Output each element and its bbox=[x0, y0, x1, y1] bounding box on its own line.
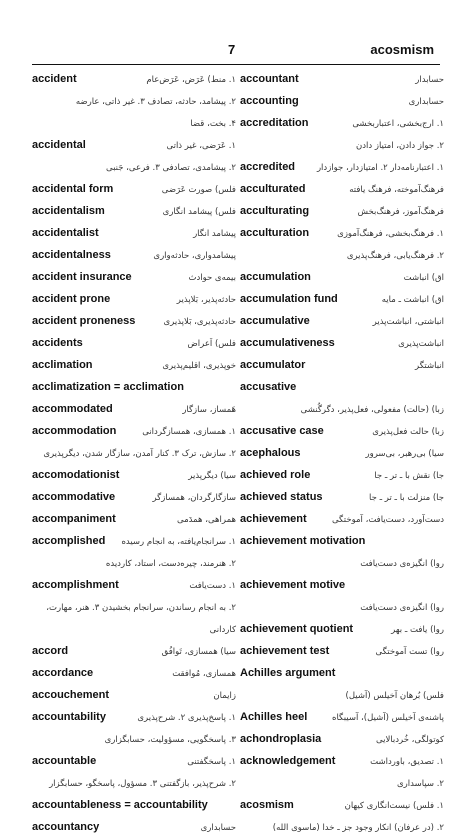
entry-translation: جا) نقش با ـ تر ـ جا bbox=[374, 471, 444, 481]
header-rule bbox=[32, 64, 440, 65]
entry-headword: achievement test bbox=[240, 645, 330, 657]
entry-translation: فلس) بُرهان آخیلس (آشیل) bbox=[345, 691, 444, 701]
entry-translation: سازگارگردان، همسازگر bbox=[152, 493, 236, 503]
entry-headword: accord bbox=[32, 645, 69, 657]
dictionary-entry bbox=[240, 178, 444, 200]
entry-translation: کاردانی bbox=[209, 625, 236, 635]
dictionary-entry bbox=[240, 530, 444, 552]
dictionary-entry bbox=[32, 156, 236, 178]
entry-translation: ۳. پاسخگویی، مسؤولیت، حسابگزاری bbox=[104, 735, 236, 745]
entry-translation: روا) تست آموختگی bbox=[375, 647, 444, 657]
entry-headword: accumulation fund bbox=[240, 293, 338, 305]
dictionary-entry bbox=[240, 618, 444, 640]
dictionary-entry bbox=[32, 640, 236, 662]
entry-headword: accounting bbox=[240, 95, 299, 107]
entry-headword: accountableness = accountability bbox=[32, 799, 208, 811]
entry-headword: accusative case bbox=[240, 425, 324, 437]
entry-headword: accidental form bbox=[32, 183, 114, 195]
entry-translation: همراهی، همدَمی bbox=[177, 515, 236, 525]
dictionary-entry bbox=[32, 728, 236, 750]
entry-headword: accordance bbox=[32, 667, 94, 679]
entry-translation: ۲. فرهنگ‌یابی، فرهنگ‌پذیری bbox=[346, 251, 444, 261]
dictionary-entry bbox=[32, 816, 236, 838]
entry-translation: انباشتگر bbox=[415, 361, 444, 371]
dictionary-entry bbox=[32, 266, 236, 288]
entry-headword: accountability bbox=[32, 711, 106, 723]
dictionary-entry bbox=[240, 486, 444, 508]
entry-headword: accumulativeness bbox=[240, 337, 335, 349]
dictionary-entry bbox=[240, 398, 444, 420]
entry-translation: ۲. به انجام رساندن، سرانجام بخشیدن ۳. هنر، مهارت، bbox=[46, 603, 236, 613]
entry-translation: پیشامد انگار bbox=[193, 229, 236, 239]
entry-translation: ۱. عَرَضی، غیر ذاتی bbox=[166, 141, 236, 151]
entry-translation: ۴. بخت، قضا bbox=[190, 119, 236, 129]
entry-translation: سیا) دیگرپذیر bbox=[188, 471, 236, 481]
entry-headword: accomplished bbox=[32, 535, 106, 547]
entry-headword: accomplishment bbox=[32, 579, 119, 591]
dictionary-entry bbox=[32, 662, 236, 684]
entry-headword: Achilles heel bbox=[240, 711, 308, 723]
entry-headword: accidentalist bbox=[32, 227, 99, 239]
entry-translation: پاشنه‌ی آخیلس (آشیل)، آسیبگاه bbox=[331, 713, 444, 723]
dictionary-entry bbox=[32, 442, 236, 464]
dictionary-entry bbox=[240, 310, 444, 332]
entry-headword: acosmism bbox=[240, 799, 294, 811]
dictionary-entry bbox=[240, 222, 444, 244]
entry-headword: acknowledgement bbox=[240, 755, 336, 767]
entry-headword: accumulator bbox=[240, 359, 306, 371]
dictionary-entry bbox=[240, 420, 444, 442]
entry-translation: ۱. فلس) نیست‌انگاری کیهان bbox=[344, 801, 444, 811]
dictionary-entry bbox=[240, 134, 444, 156]
dictionary-entry bbox=[240, 684, 444, 706]
entry-translation: فرهنگ‌آموز، فرهنگ‌بخش bbox=[357, 207, 444, 217]
guide-word: acosmism bbox=[370, 42, 434, 57]
dictionary-entry bbox=[32, 200, 236, 222]
entry-headword: accommodation bbox=[32, 425, 117, 437]
entry-headword: achieved status bbox=[240, 491, 323, 503]
dictionary-entry bbox=[240, 354, 444, 376]
entry-headword: accident proneness bbox=[32, 315, 136, 327]
entry-headword: accusative bbox=[240, 381, 297, 393]
entry-translation: ۱. ارج‌بخشی، اعتباربخشی bbox=[352, 119, 444, 129]
entry-translation: روا) انگیزه‌ی دست‌یافت bbox=[360, 559, 444, 569]
entry-headword: accomodationist bbox=[32, 469, 120, 481]
dictionary-entry bbox=[240, 90, 444, 112]
dictionary-entry bbox=[32, 508, 236, 530]
dictionary-entry bbox=[32, 112, 236, 134]
entry-translation: حسابدار bbox=[415, 75, 444, 85]
entry-translation: ۲. جواز دادن، امتیاز دادن bbox=[355, 141, 444, 151]
entry-headword: achievement motivation bbox=[240, 535, 366, 547]
dictionary-entry bbox=[240, 156, 444, 178]
entry-headword: accouchement bbox=[32, 689, 110, 701]
dictionary-entry bbox=[32, 486, 236, 508]
dictionary-entry bbox=[32, 178, 236, 200]
dictionary-entry bbox=[240, 750, 444, 772]
entry-translation: ۱. همسازی، همسازگردانی bbox=[142, 427, 236, 437]
dictionary-entry bbox=[240, 266, 444, 288]
entry-translation: دست‌آورد، دست‌یافت، آموختگی bbox=[331, 515, 444, 525]
dictionary-entry bbox=[240, 376, 444, 398]
dictionary-entry bbox=[240, 772, 444, 794]
entry-headword: achondroplasia bbox=[240, 733, 322, 745]
entry-headword: acculturation bbox=[240, 227, 310, 239]
entry-headword: accumulation bbox=[240, 271, 311, 283]
entry-headword: accreditation bbox=[240, 117, 309, 129]
entry-translation: ۱. دست‌یافت bbox=[189, 581, 236, 591]
entry-translation: ۲. (در عرفان) انکار وجود جز ـ خدا (ماسوی الله) bbox=[272, 823, 444, 833]
entry-translation: فلس) اَعراض bbox=[187, 339, 236, 349]
entry-translation: انباشتی، انباشت‌پذیر bbox=[372, 317, 444, 327]
dictionary-entry bbox=[32, 332, 236, 354]
entry-headword: accidentalism bbox=[32, 205, 105, 217]
entry-translation: زبا) (حالت) مفعولی، فعل‌پذیر، دگرگُنشی bbox=[300, 405, 444, 415]
entry-translation: انباشت‌پذیری bbox=[398, 339, 444, 349]
entry-translation: ۱. پاسخ‌پذیری ۲. شرح‌پذیری bbox=[137, 713, 236, 723]
entry-translation: جا) منزلت با ـ تر ـ جا bbox=[369, 493, 444, 503]
dictionary-entry bbox=[32, 222, 236, 244]
dictionary-entry bbox=[240, 68, 444, 90]
entry-translation: همسازی، مُوافقت bbox=[172, 669, 236, 679]
entry-translation: ۲. شرح‌پذیر، بازگفتنی ۳. مسؤول، پاسخگو، حسابگزار bbox=[49, 779, 236, 789]
entry-translation: اق) انباشت bbox=[403, 273, 444, 283]
left-column bbox=[32, 68, 236, 838]
dictionary-entry bbox=[32, 772, 236, 794]
entry-translation: بیمه‌ی حوادث bbox=[188, 273, 236, 283]
dictionary-entry bbox=[32, 376, 236, 398]
dictionary-entry bbox=[240, 728, 444, 750]
dictionary-entry bbox=[240, 596, 444, 618]
dictionary-entry bbox=[32, 794, 236, 816]
entry-translation: ۱. پاسخگفتنی bbox=[187, 757, 236, 767]
dictionary-entry bbox=[240, 662, 444, 684]
entry-translation: حسابداری bbox=[408, 97, 444, 107]
entry-translation: ۲. سپاسداری bbox=[397, 779, 444, 789]
entry-headword: acculturated bbox=[240, 183, 306, 195]
entry-headword: accountancy bbox=[32, 821, 100, 833]
entry-headword: acephalous bbox=[240, 447, 301, 459]
entry-headword: Achilles argument bbox=[240, 667, 336, 679]
dictionary-entry bbox=[240, 794, 444, 816]
page-number: 7 bbox=[228, 42, 236, 57]
entry-translation: ۱. اعتبارنامه‌دار ۲. امتیازدار، جوازدار bbox=[316, 163, 444, 173]
dictionary-entry bbox=[240, 552, 444, 574]
dictionary-entry bbox=[32, 68, 236, 90]
entry-headword: accredited bbox=[240, 161, 296, 173]
entry-translation: ۲. هنرمند، چیره‌دست، استاد، کاردیده bbox=[105, 559, 236, 569]
dictionary-entry bbox=[240, 200, 444, 222]
entry-headword: accommodated bbox=[32, 403, 113, 415]
dictionary-entry bbox=[240, 508, 444, 530]
dictionary-entry bbox=[32, 288, 236, 310]
entry-translation: حسابداری bbox=[200, 823, 236, 833]
entry-headword: achievement motive bbox=[240, 579, 346, 591]
entry-translation: پیشامدواری، حادثه‌واری bbox=[153, 251, 236, 261]
right-column bbox=[240, 68, 444, 838]
dictionary-entry bbox=[32, 90, 236, 112]
entry-translation: روا) یافت ـ بهر bbox=[391, 625, 444, 635]
entry-translation: سیا) بی‌رهبر، بی‌سرور bbox=[365, 449, 444, 459]
entry-translation: روا) انگیزه‌ی دست‌یافت bbox=[360, 603, 444, 613]
entry-translation: سیا) همسازی، تَوافُق bbox=[161, 647, 236, 657]
dictionary-entry bbox=[240, 442, 444, 464]
entry-translation: ۲. پیشامد، حادثه، تصادف ۳. غیر ذاتی، عارضه bbox=[75, 97, 236, 107]
entry-headword: accident bbox=[32, 73, 77, 85]
entry-translation: فلس) پیشامد انگاری bbox=[162, 207, 236, 217]
entry-headword: acclimation bbox=[32, 359, 93, 371]
entry-translation: حادثه‌پذیر، بَلاپذیر bbox=[176, 295, 236, 305]
entry-headword: accountant bbox=[240, 73, 299, 85]
dictionary-entry bbox=[32, 464, 236, 486]
entry-headword: acculturating bbox=[240, 205, 310, 217]
entry-translation: ۱. فرهنگ‌بخشی، فرهنگ‌آموزی bbox=[337, 229, 444, 239]
dictionary-entry bbox=[240, 640, 444, 662]
dictionary-entry bbox=[240, 332, 444, 354]
dictionary-entry bbox=[32, 398, 236, 420]
entry-translation: فرهنگ‌آموخته، فرهنگ یافته bbox=[349, 185, 444, 195]
entry-translation: هَمساز، سازگار bbox=[182, 405, 236, 415]
dictionary-entry bbox=[32, 354, 236, 376]
entry-headword: achieved role bbox=[240, 469, 311, 481]
dictionary-entry bbox=[32, 244, 236, 266]
entry-headword: accompaniment bbox=[32, 513, 116, 525]
entry-headword: achievement quotient bbox=[240, 623, 354, 635]
dictionary-entry bbox=[240, 244, 444, 266]
dictionary-entry bbox=[32, 420, 236, 442]
entry-translation: فلس) صورت عَرَضی bbox=[161, 185, 236, 195]
entry-translation: ۲. سازش، ترک ۳. کنار آمدن، سازگار شدن، دیگرپذیری bbox=[43, 449, 236, 459]
dictionary-entry bbox=[32, 706, 236, 728]
entry-translation: خوپذیری، اقلیم‌پذیری bbox=[162, 361, 236, 371]
entry-translation: زایمان bbox=[213, 691, 236, 701]
dictionary-entry bbox=[240, 464, 444, 486]
entry-translation: ۱. سرانجام‌یافته، به انجام رسیده bbox=[121, 537, 236, 547]
entry-translation: ۱. تصدیق، باورداشت bbox=[370, 757, 444, 767]
dictionary-entry bbox=[32, 530, 236, 552]
entry-headword: accident prone bbox=[32, 293, 111, 305]
entry-headword: achievement bbox=[240, 513, 307, 525]
entry-translation: کوتولگی، خُردبالایی bbox=[376, 735, 444, 745]
dictionary-entry bbox=[32, 684, 236, 706]
entry-translation: زبا) حالت فعل‌پذیری bbox=[372, 427, 444, 437]
entry-headword: accidents bbox=[32, 337, 83, 349]
dictionary-entry bbox=[32, 596, 236, 640]
dictionary-entry bbox=[32, 750, 236, 772]
entry-headword: acclimatization = acclimation bbox=[32, 381, 184, 393]
dictionary-entry bbox=[32, 134, 236, 156]
entry-headword: accommodative bbox=[32, 491, 116, 503]
entry-translation: اق) انباشت ـ مایه bbox=[381, 295, 444, 305]
entry-headword: accidental bbox=[32, 139, 86, 151]
dictionary-entry bbox=[240, 706, 444, 728]
entry-headword: accumulative bbox=[240, 315, 310, 327]
dictionary-entry bbox=[32, 574, 236, 596]
entry-translation: ۱. منط) عَرَض، عَرَض‌عام bbox=[146, 75, 236, 85]
entry-headword: accidentalness bbox=[32, 249, 111, 261]
dictionary-entry bbox=[240, 816, 444, 838]
entry-translation: حادثه‌پذیری، بَلاپذیری bbox=[163, 317, 236, 327]
entry-headword: accountable bbox=[32, 755, 97, 767]
dictionary-entry bbox=[240, 574, 444, 596]
entry-translation: ۲. پیشامدی، تصادفی ۳. فرعی، جَنبی bbox=[106, 163, 236, 173]
dictionary-entry bbox=[240, 288, 444, 310]
dictionary-entry bbox=[32, 310, 236, 332]
entry-headword: accident insurance bbox=[32, 271, 132, 283]
dictionary-entry bbox=[32, 552, 236, 574]
dictionary-entry bbox=[240, 112, 444, 134]
